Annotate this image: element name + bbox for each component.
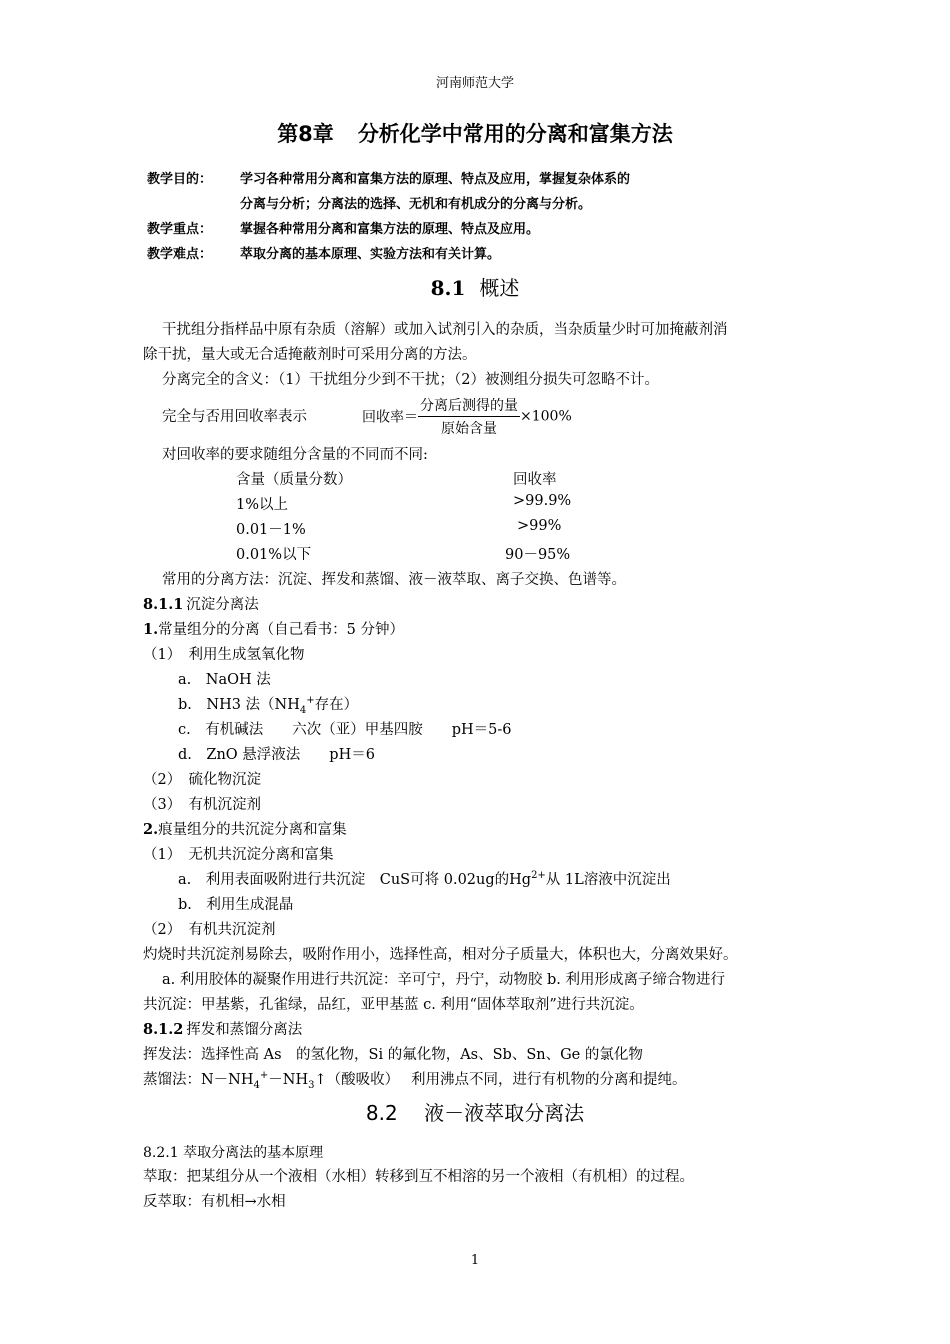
page-number: 1: [470, 1253, 480, 1268]
recovery-formula: [362, 395, 572, 438]
section-title: 概述: [479, 276, 520, 300]
paragraph-ignition: 灼烧时共沉淀剂易除去，吸附作用小，选择性高，相对分子质量大，体积也大，分离效果好。: [143, 947, 738, 963]
item-hydroxide: （1） 利用生成氢氧化物: [143, 647, 305, 663]
item-inorganic-coprecipitation: （1） 无机共沉淀分离和富集: [143, 847, 334, 863]
heading-trace-components: [143, 818, 347, 839]
formula-numerator: 分离后测得的量: [418, 395, 520, 417]
separation-meaning: 分离完全的含义：（1）干扰组分少到不干扰；（2）被测组分损失可忽略不计。: [162, 372, 659, 388]
nh4-sub: 4: [253, 1080, 260, 1091]
item-mixed-crystal: b. 利用生成混晶: [178, 897, 294, 913]
paragraph-colloid-line-1: a. 利用胶体的凝聚作用进行共沉淀：辛可宁，丹宁，动物胶 b. 利用形成离子缔合物进行: [162, 972, 725, 988]
subsection-number: 8.1.1: [143, 596, 184, 613]
purpose-text-2: 分离与分析；分离法的选择、无机和有机成分的分离与分析。: [240, 197, 592, 212]
item-zno: d. ZnO 悬浮液法 pH＝6: [178, 747, 375, 763]
section-number: 8.1: [430, 276, 466, 300]
recovery-label: 完全与否用回收率表示: [162, 409, 307, 425]
nh3-text-end: 存在）: [314, 697, 359, 713]
difficulty-text: 萃取分离的基本原理、实验方法和有关计算。: [240, 247, 501, 262]
distillation-text-end: ↑（酸吸收） 利用沸点不同，进行有机物的分离和提纯。: [314, 1072, 687, 1088]
distillation-method: [143, 1068, 687, 1091]
extraction-definition: 萃取：把某组分从一个液相（水相）转移到互不相溶的另一个液相（有机相）的过程。: [143, 1169, 694, 1185]
back-extraction-definition: 反萃取：有机相→水相: [143, 1194, 286, 1210]
nh4-sup: +: [259, 1070, 269, 1081]
common-methods: 常用的分离方法：沉淀、挥发和蒸馏、液－液萃取、离子交换、色谱等。: [162, 572, 626, 588]
nh4-superscript: +: [306, 695, 315, 706]
adsorption-text: a. 利用表面吸附进行共沉淀 CuS可将 0.02ug的Hg: [178, 872, 532, 888]
formula-denominator: 原始含量: [441, 421, 497, 437]
subsection-title: 沉淀分离法: [186, 597, 259, 613]
subsection-title-2: 挥发和蒸馏分离法: [186, 1022, 303, 1038]
subsection-8-2-1: 8.2.1 萃取分离法的基本原理: [143, 1145, 324, 1161]
heading-number-2: 2.: [143, 821, 159, 838]
heading-major-components: [143, 618, 404, 639]
teaching-purpose: [147, 168, 630, 187]
formula-fraction: [418, 395, 520, 438]
adsorption-text-end: 从 1L溶液中沉淀出: [545, 872, 671, 888]
hg-superscript: 2+: [531, 870, 546, 881]
item-nh3: [178, 693, 358, 716]
paragraph-colloid-line-2: 共沉淀：甲基紫，孔雀绿，品红，亚甲基蓝 c. 利用“固体萃取剂”进行共沉淀。: [143, 997, 644, 1013]
teaching-difficulty: [147, 243, 500, 262]
item-organic-precipitant: （3） 有机沉淀剂: [143, 797, 261, 813]
item-organic-coprecipitant: （2） 有机共沉淀剂: [143, 922, 276, 938]
intro-line-2: 除干扰，量大或无合适掩蔽剂时可采用分离的方法。: [143, 347, 477, 363]
recovery-requirement: 对回收率的要求随组分含量的不同而不同:: [162, 447, 428, 463]
item-naoh: a. NaOH 法: [178, 672, 271, 688]
nh3-sub: 3: [308, 1080, 315, 1091]
chapter-title: [0, 118, 950, 148]
key-label: 教学重点：: [147, 222, 213, 237]
table-row-3-content: 0.01%以下: [236, 547, 312, 563]
nh4-subscript: 4: [299, 705, 307, 716]
chapter-name: 分析化学中常用的分离和富集方法: [357, 122, 673, 146]
heading-number: 1.: [143, 621, 159, 638]
subsection-number-2: 8.1.2: [143, 1021, 184, 1038]
volatilization-method: 挥发法：选择性高 As 的氢化物，Si 的氟化物，As、Sb、Sn、Ge 的氯化物: [143, 1047, 643, 1063]
intro-line-1: 干扰组分指样品中原有杂质（溶解）或加入试剂引入的杂质，当杂质量少时可加掩蔽剂消: [162, 322, 728, 338]
table-header-content: 含量（质量分数）: [236, 472, 352, 488]
chapter-number: 第8章: [277, 122, 334, 146]
difficulty-label: 教学难点：: [147, 247, 213, 262]
section-8-2-heading: 8.2 液－液萃取分离法: [365, 1101, 585, 1125]
item-surface-adsorption: [178, 868, 671, 889]
table-row-1-recovery: >99.9%: [513, 493, 572, 509]
table-row-3-recovery: 90－95%: [505, 547, 571, 563]
purpose-label: 教学目的：: [147, 172, 213, 187]
heading-text: 常量组分的分离（自己看书：5 分钟）: [158, 622, 404, 638]
section-8-1-heading: [0, 272, 950, 301]
teaching-key: [147, 218, 539, 237]
purpose-text-1: 学习各种常用分离和富集方法的原理、特点及应用，掌握复杂体系的: [240, 172, 631, 187]
key-text: 掌握各种常用分离和富集方法的原理、特点及应用。: [240, 222, 540, 237]
subsection-8-1-1: [143, 593, 259, 614]
table-header-recovery: 回收率: [513, 472, 557, 488]
subsection-8-1-2: [143, 1018, 302, 1039]
table-row-2-content: 0.01－1%: [236, 522, 306, 538]
formula-lhs: 回收率＝: [362, 409, 418, 426]
nh3-text: b. NH3 法（NH: [178, 697, 300, 713]
distillation-text: 蒸馏法：N－NH: [143, 1072, 254, 1088]
item-sulfide: （2） 硫化物沉淀: [143, 772, 261, 788]
heading-text-2: 痕量组分的共沉淀分离和富集: [158, 822, 347, 838]
table-row-1-content: 1%以上: [236, 497, 289, 513]
formula-rhs: ×100%: [520, 408, 572, 425]
distillation-mid: －NH: [268, 1072, 309, 1088]
item-organic-base: c. 有机碱法 六次（亚）甲基四胺 pH＝5-6: [178, 722, 512, 738]
table-row-2-recovery: >99%: [517, 518, 562, 534]
page-header: 河南师范大学: [435, 76, 514, 91]
